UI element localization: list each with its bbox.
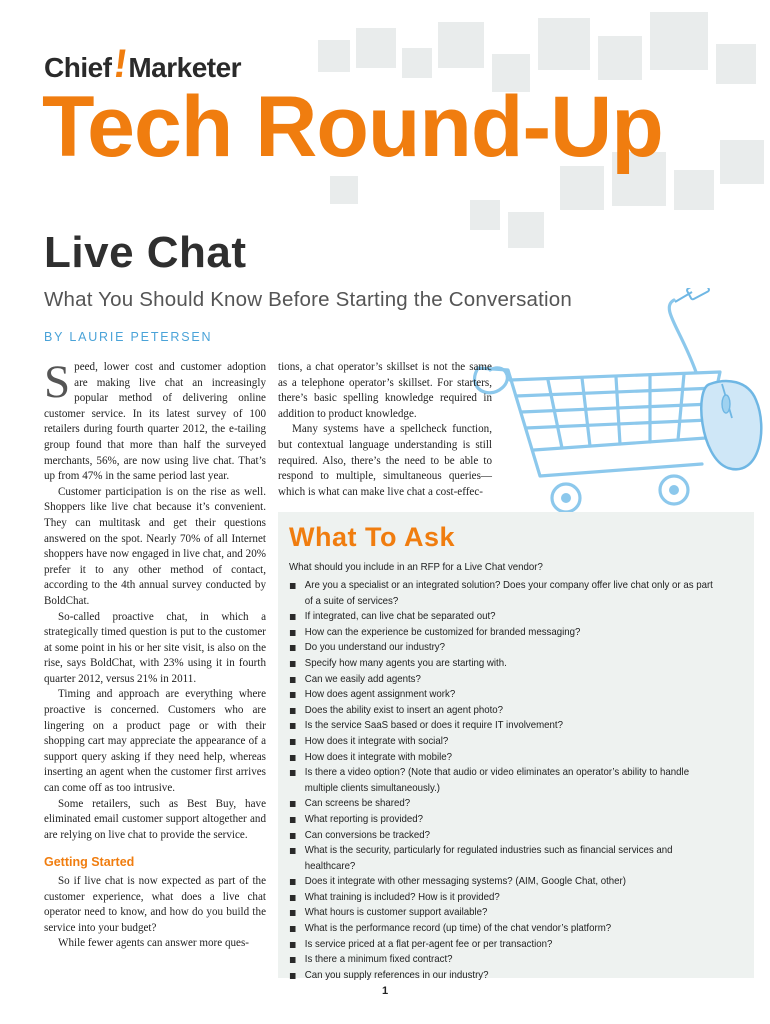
what-to-ask-sidebar: [278, 512, 754, 981]
paragraph: Timing and approach are everything where proactive is concerned. Customers who are lingering on a product page or with their shopping cart may appreciate the appearance of a support query asking if they need help, whereas inserting an agent when the customer first arrives can come off as too intrusive.: [44, 688, 266, 795]
list-item: Can conversions be tracked?: [289, 828, 721, 844]
decor-square: [470, 200, 500, 230]
sidebar-intro: What should you include in an RFP for a Live Chat vendor?: [289, 562, 543, 573]
decor-square: [720, 140, 764, 184]
list-item: What is the performance record (up time) of the chat vendor’s platform?: [289, 921, 721, 937]
paragraph: So if live chat is now expected as part of the customer experience, what does a live chat operator need to know, and how do you build the service into your budget?: [44, 875, 266, 934]
article-subtitle: What You Should Know Before Starting the Conversation: [44, 288, 572, 311]
paragraph-text: peed, lower cost and customer adoption are making live chat an increasingly popular method of delivering online customer service. In its latest survey of 100 retailers during fourth quarter 2012, the e-tailing group found that more than half the surveyed merchants, 56%, are now using live chat. That’s up from 47% in the same period last year.: [44, 361, 266, 483]
list-item: How does agent assignment work?: [289, 687, 721, 703]
drop-cap: S: [44, 356, 71, 408]
list-item: Are you a specialist or an integrated solution? Does your company offer live chat only or as part of a suite of services?: [289, 578, 721, 609]
logo-text-marketer: Marketer: [128, 52, 242, 83]
section-heading: Getting Started: [44, 855, 135, 870]
list-item: Specify how many agents you are starting with.: [289, 656, 721, 672]
page-number: 1: [381, 985, 389, 997]
list-item: Is there a minimum fixed contract?: [289, 952, 721, 968]
list-item: What is the security, particularly for regulated industries such as financial services and healthcare?: [289, 843, 721, 874]
list-item: How does it integrate with mobile?: [289, 750, 721, 766]
sidebar-title: What To Ask: [289, 522, 455, 552]
list-item: Can we easily add agents?: [289, 672, 721, 688]
list-item: Do you understand our industry?: [289, 640, 721, 656]
article-column-left: [44, 356, 266, 952]
decor-square: [598, 36, 642, 80]
list-item: What hours is customer support available?: [289, 905, 721, 921]
decor-square: [508, 212, 544, 248]
decor-square: [716, 44, 756, 84]
brand-logo: Chief!Marketer: [44, 42, 242, 86]
decor-square: [538, 18, 590, 70]
mouse-icon: [701, 381, 761, 469]
list-item: Does it integrate with other messaging systems? (AIM, Google Chat, other): [289, 874, 721, 890]
decor-square: [330, 176, 358, 204]
paragraph: Many systems have a spellcheck function, but contextual language understanding is still required. Also, there’s the need to be able to respond to multiple, simultaneous queries—which is what can make live chat a cost-effec-: [278, 423, 492, 498]
decor-square: [674, 170, 714, 210]
article-byline: BY LAURIE PETERSEN: [44, 330, 213, 344]
decor-square: [650, 12, 708, 70]
list-item: How can the experience be customized for branded messaging?: [289, 625, 721, 641]
paragraph: Some retailers, such as Best Buy, have eliminated email customer support altogether and are relying on live chat to provide the service.: [44, 797, 266, 841]
list-item: Can screens be shared?: [289, 796, 721, 812]
decor-square: [438, 22, 484, 68]
list-item: Is there a video option? (Note that audio or video eliminates an operator’s ability to handle multiple clients simultaneously.): [289, 765, 721, 796]
decor-square: [318, 40, 350, 72]
list-item: What reporting is provided?: [289, 812, 721, 828]
list-item: If integrated, can live chat be separated out?: [289, 609, 721, 625]
logo-text-chief: Chief: [44, 52, 112, 83]
question-list: [289, 578, 721, 983]
list-item: Can you supply references in our industry?: [289, 968, 721, 984]
decor-square: [402, 48, 432, 78]
list-item: How does it integrate with social?: [289, 734, 721, 750]
paragraph: [44, 356, 266, 485]
list-item: Is service priced at a flat per-agent fee or per transaction?: [289, 937, 721, 953]
list-item: What training is included? How is it provided?: [289, 890, 721, 906]
article-headline: Live Chat: [44, 228, 247, 277]
masthead-title: Tech Round-Up: [42, 79, 663, 175]
paragraph: While fewer agents can answer more ques-: [58, 937, 249, 950]
article-column-middle: [278, 360, 492, 500]
paragraph: Customer participation is on the rise as well. Shoppers like live chat because it’s convenient. They can multitask and get their questions answered on the spot. Nearly 70% of all Internet shoppers have now engaged in live chat, and 20% prefer it to any other method of contact, according to the 4th annual survey conducted by BoldChat.: [44, 485, 266, 607]
list-item: Is the service SaaS based or does it require IT involvement?: [289, 718, 721, 734]
paragraph: tions, a chat operator’s skillset is not the same as a telephone operator’s skillset. For starters, there’s basic spelling knowledge required in addition to product knowledge.: [278, 361, 492, 420]
paragraph: So-called proactive chat, in which a strategically timed question is put to the customer at some point in his or her site visit, is also on the rise, says BoldChat, with 23% using it in fourth quarter 2012, versus 21% in 2011.: [44, 610, 266, 685]
decor-square: [356, 28, 396, 68]
list-item: Does the ability exist to insert an agent photo?: [289, 703, 721, 719]
